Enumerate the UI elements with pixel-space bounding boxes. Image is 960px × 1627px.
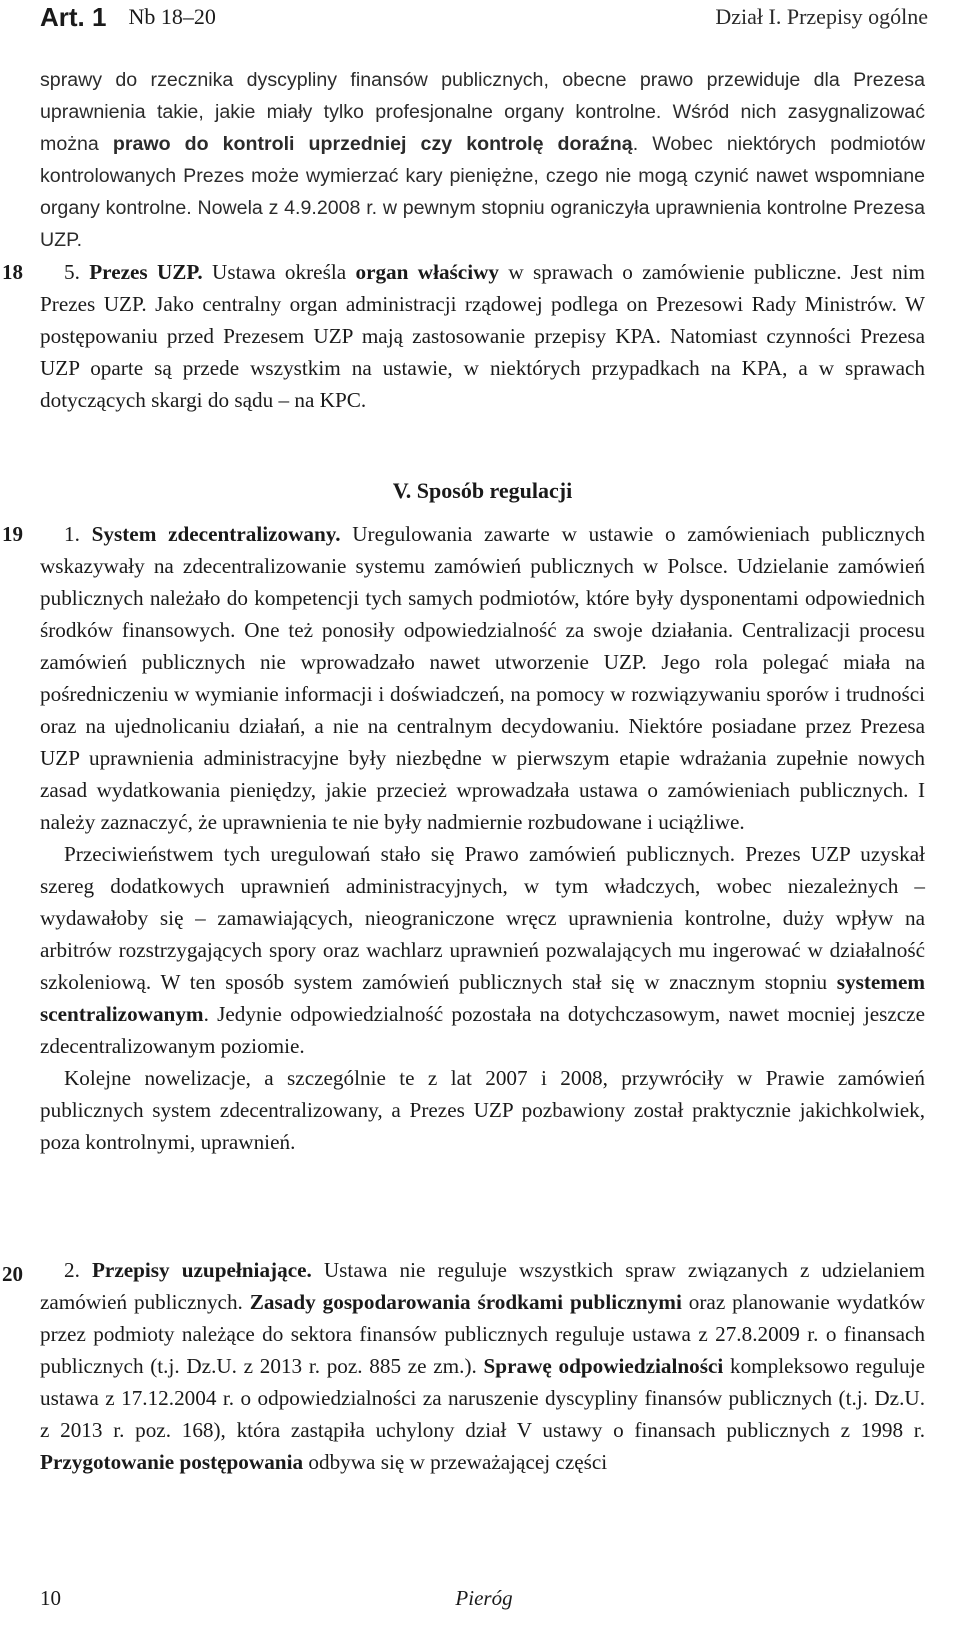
paragraph-nb-18: 5. Prezes UZP. Ustawa określa organ właściwy w sprawach o zamówienie publiczne. Jest nim Prezes UZP. Jako centralny organ administracji rządowej podlega on Prezesowi Rady Ministrów. W postępowaniu przed Prezesem UZP mają zastosowanie przepisy KPA. Natomiast czynności Prezesa UZP oparte są przede wszystkim na ustawie, w niektórych przypadkach na KPA, a w sprawach dotyczących skargi do sądu – na KPC. [40,260,926,412]
section-heading: V. Sposób regulacji [392,478,573,503]
bold-phrase: organ właściwy [355,260,499,284]
bold-phrase: Sprawę odpowiedzialności [483,1354,724,1378]
bold-phrase: Prezes UZP. [89,260,203,284]
article-number: Art. 1 [40,2,107,32]
margin-number-18: 18 [2,260,23,284]
running-header [40,0,928,40]
bold-phrase: Zasady gospodarowania środkami publicznymi [249,1290,682,1314]
paragraph-nb-20: 2. Przepisy uzupełniające. Ustawa nie reguluje wszystkich spraw związanych z udzielaniem zamówień publicznych. Zasady gospodarowania środkami publicznymi oraz planowanie wydatków przez podmioty należące do sektora finansów publicznych reguluje ustawa z 27.8.2009 r. o finansach publicznych (t.j. Dz.U. z 2013 r. poz. 885 ze zm.). Sprawę odpowiedzialności kompleksowo reguluje ustawa z 17.12.2004 r. o odpowiedzialności za naruszenie dyscypliny finansów publicznych (t.j. Dz.U. z 2013 r. poz. 168), która zastąpiła uchylony dział V ustawy o finansach publicznych z 1998 r. Przygotowanie postępowania odbywa się w przeważającej części [40,1258,925,1474]
section-reference: Dział I. Przepisy ogólne [715,4,928,29]
bold-phrase: Przygotowanie postępowania [40,1450,304,1474]
bold-phrase: prawo do kontroli uprzedniej czy kontrolę doraźną [112,133,633,155]
author-name: Pieróg [455,1586,513,1610]
margin-number-range: Nb 18–20 [128,4,216,29]
bold-phrase: System zdecentralizowany. [91,522,341,546]
page-number: 10 [40,1586,61,1610]
margin-number-20: 20 [2,1262,23,1286]
paragraph-nb-19: 1. System zdecentralizowany. Uregulowania zawarte w ustawie o zamówieniach publicznych wskazywały na zdecentralizowanie systemu zamówień publicznych w Polsce. Udzielanie zamówień publicznych należało do kompetencji tych samych podmiotów, które były dysponentami odpowiednich środków finansowych. One też ponosiły odpowiedzialność za swoje działania. Centralizacji procesu zamówień publicznych nie wprowadzało nawet utworzenie UZP. Jego rola polegać miała na pośredniczeniu w wymianie informacji i doświadczeń, na pomocy w rozwiązywaniu sporów i trudności oraz na ujednolicaniu działań, a nie na centralnym decydowaniu. Niektóre posiadane przez Prezesa UZP uprawnienia administracyjne były niezbędne w pierwszym etapie wdrażania zupełnie nowych zasad wydatkowania pieniędzy, jakie przecież wprowadzała ustawa o zamówieniach publicznych. I należy zaznaczyć, że uprawnienia te nie były nadmiernie rozbudowane i uciążliwe. Przeciwieństwem tych uregulowań stało się Prawo zamówień publicznych. Prezes UZP uzyskał szereg dodatkowych uprawnień administracyjnych, w tym władczych, wobec niezależnych – wydawałoby się – zamawiających, nieograniczone wręcz uprawnienia kontrolne, duży wpływ na arbitrów rozstrzygających spory oraz wachlarz uprawnień pozwalających mu ingerować w działalność szkoleniową. W ten sposób system zamówień publicznych stał się w znacznym stopniu systemem scentralizowanym. Jedynie odpowiedzialność pozostała na dotychczasowym, nawet mocniej jeszcze zdecentralizowanym poziomie. Kolejne nowelizacje, a szczególnie te z lat 2007 i 2008, przywróciły w Prawie zamówień publicznych system zdecentralizowany, a Prezes UZP pozbawiony został praktycznie jakichkolwiek, poza kontrolnymi, uprawnień. [40,522,926,1154]
intro-paragraph: sprawy do rzecznika dyscypliny finansów publicznych, obecne prawo przewiduje dla Prezesa uprawnienia takie, jakie miały tylko profesjonalne organy kontrolne. Wśród nich zasygnalizować można prawo do kontroli uprzedniej czy kontrolę doraźną. Wobec niektórych podmiotów kontrolowanych Prezes może wymierzać kary pieniężne, czego nie mogą czynić nawet wspomniane organy kontrolne. Nowela z 4.9.2008 r. w pewnym stopniu ograniczyła uprawnienia kontrolne Prezesa UZP. [40,69,925,251]
bold-phrase: systemem scentralizowanym [40,970,925,1026]
margin-number-19: 19 [2,522,23,546]
page-footer [40,1586,928,1620]
bold-phrase: Przepisy uzupełniające. [91,1258,312,1282]
